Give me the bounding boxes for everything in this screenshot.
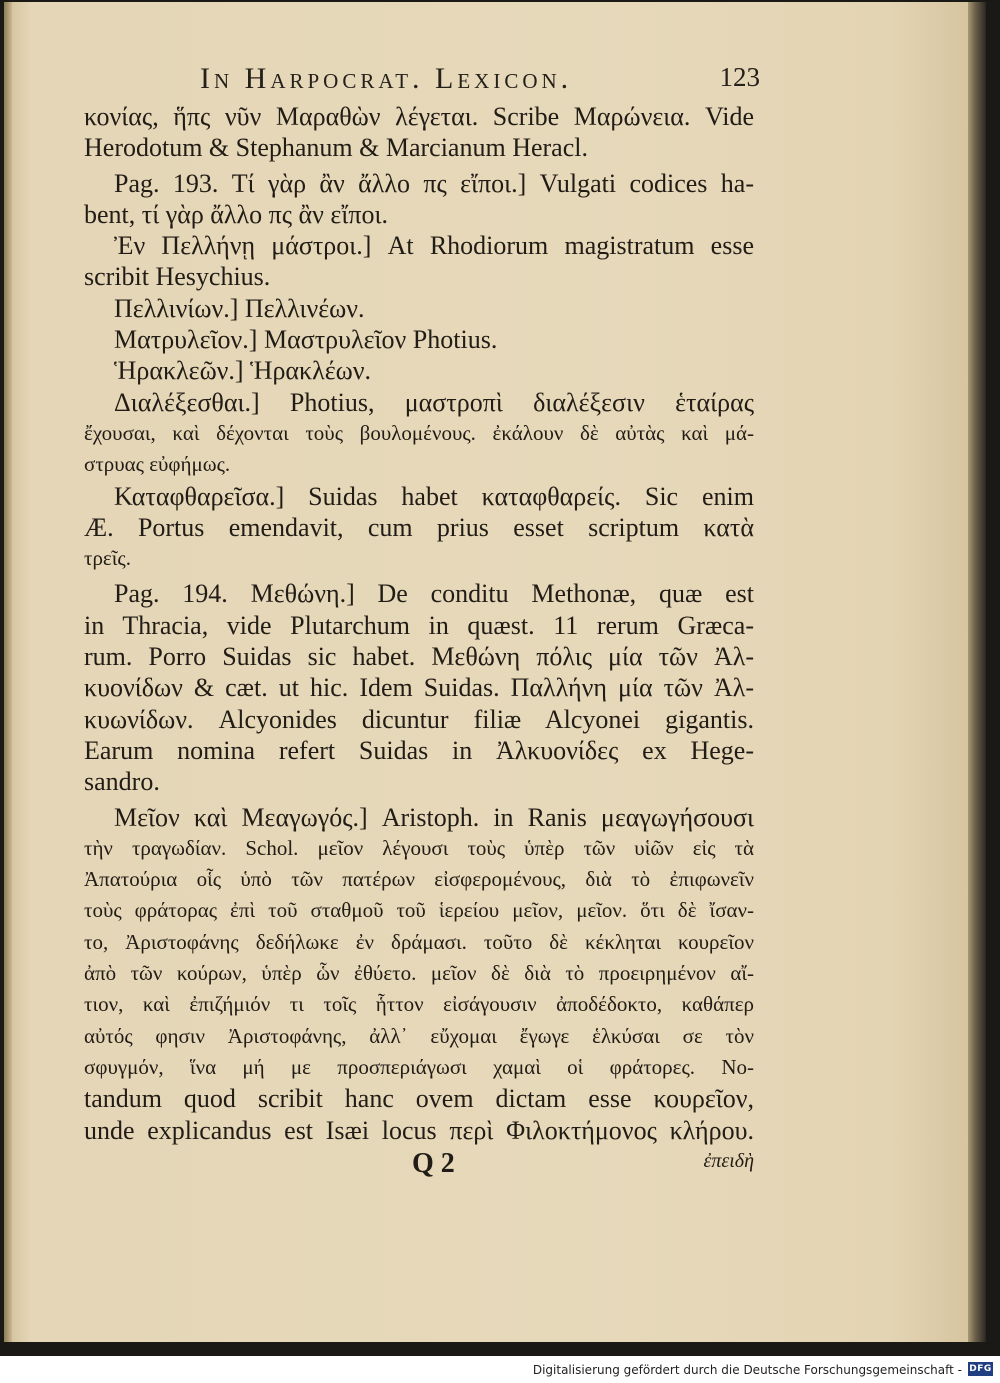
text-line: Ἀπατούρια οἷς ὑπὸ τῶν πατέρων εἰσφερομένους, διὰ τὸ ἐπιφωνεῖν	[84, 867, 754, 892]
attribution-bar	[0, 1356, 1000, 1383]
text-line: Καταφθαρεῖσα.] Suidas habet καταφθαρείς. Sic enim	[114, 481, 754, 511]
text-line: Pag. 194. Μεθώνη.] De conditu Methonæ, quæ est	[114, 579, 754, 609]
text-line: Ματρυλεῖον.] Μαστρυλεῖον Photius.	[114, 325, 498, 355]
signature-mark: Q 2	[412, 1148, 455, 1179]
text-line: ἀπὸ τῶν κούρων, ὑπὲρ ὧν ἐθύετο. μεῖον δὲ διὰ τὸ προειρημένον αἴ-	[84, 961, 754, 986]
text-line: τοὺς φράτορας ἐπὶ τοῦ σταθμοῦ τοῦ ἱερείου μεῖον, μεῖον. ὅτι δὲ ἴσαν-	[84, 898, 754, 923]
text-line: tandum quod scribit hanc ovem dictam esse κουρεῖον,	[84, 1084, 754, 1114]
page-number: 123	[719, 62, 760, 92]
text-line: unde explicandus est Isæi locus περὶ Φιλοκτήμονος κλήρου.	[84, 1115, 754, 1145]
text-line: τρεῖς.	[84, 546, 131, 571]
text-line: σφυγμόν, ἵνα μή με προσπεριάγωσι χαμαὶ οἱ φράτορες. No-	[84, 1054, 754, 1079]
running-head	[200, 62, 760, 102]
page-edge	[968, 2, 986, 1342]
text-line: Æ. Portus emendavit, cum prius esset scriptum κατὰ	[84, 512, 754, 542]
text-line: αὐτός φησιν Ἀριστοφάνης, ἀλλ᾽ εὔχομαι ἔγωγε ἑλκύσαι σε τὸν	[84, 1023, 754, 1048]
text-line: κυωνίδων. Alcyonides dicuntur filiæ Alcyonei gigantis.	[84, 704, 754, 734]
catchword: ἐπειδὴ	[703, 1150, 754, 1172]
text-line: τὴν τραγωδίαν. Schol. μεῖον λέγουσι τοὺς ὑπὲρ τῶν υἱῶν εἰς τὰ	[84, 835, 754, 860]
text-line: rum. Porro Suidas sic habet. Μεθώνη πόλις μία τῶν Ἀλ-	[84, 642, 754, 672]
text-block	[84, 101, 754, 1146]
text-line: Πελλινίων.] Πελλινέων.	[114, 293, 365, 323]
text-line: το, Ἀριστοφάνης δεδήλωκε ἐν δράμασι. τοῦτο δὲ κέκληται κουρεῖον	[84, 929, 754, 954]
text-line: κυονίδων & cæt. ut hic. Idem Suidas. Παλλήνη μία τῶν Ἀλ-	[84, 673, 754, 703]
page-gutter-shadow	[4, 2, 12, 1342]
text-line: in Thracia, vide Plutarchum in quæst. 11 rerum Græca-	[84, 610, 754, 640]
text-line: Ἡρακλεῶν.] Ἡρακλέων.	[114, 356, 372, 386]
text-line: Ἐν Πελλήνῃ μάστροι.] At Rhodiorum magistratum esse	[114, 231, 754, 261]
attribution-text: Digitalisierung gefördert durch die Deutsche Forschungsgemeinschaft -	[532, 1363, 962, 1377]
text-line: Pag. 193. Τί γὰρ ἂν ἄλλο πς εἴποι.] Vulgati codices ha-	[114, 168, 754, 198]
text-line: scribit Hesychius.	[84, 262, 271, 292]
text-line: Earum nomina refert Suidas in Ἀλκυονίδες ex Hege-	[84, 735, 754, 765]
text-line: κονίας, ἥπς νῦν Μαραθὼν λέγεται. Scribe Μαρώνεια. Vide	[84, 102, 754, 131]
text-line: τιον, καὶ ἐπιζήμιόν τι τοῖς ἧττον εἰσάγουσιν ἀποδέδοκτο, καθάπερ	[84, 992, 754, 1017]
text-line: Μεῖον καὶ Μεαγωγός.] Aristoph. in Ranis μεαγωγήσουσι	[114, 802, 754, 832]
text-line: στρυας εὐφήμως.	[84, 452, 231, 477]
text-line: bent, τί γὰρ ἄλλο πς ἂν εἴποι.	[84, 199, 388, 229]
text-line: Διαλέξεσθαι.] Photius, μαστροπὶ διαλέξεσιν ἑταίρας	[114, 387, 754, 417]
text-line: Herodotum & Stephanum & Marcianum Heracl.	[84, 133, 588, 163]
text-line: sandro.	[84, 767, 160, 797]
running-title: In Harpocrat. Lexicon.	[200, 62, 573, 95]
dfg-logo-icon: DFG	[969, 1364, 992, 1374]
page-footer-marks	[84, 1148, 754, 1182]
text-line: ἔχουσαι, καὶ δέχονται τοὺς βουλομένους. ἐκάλουν δὲ αὐτὰς καὶ μά-	[84, 420, 754, 445]
